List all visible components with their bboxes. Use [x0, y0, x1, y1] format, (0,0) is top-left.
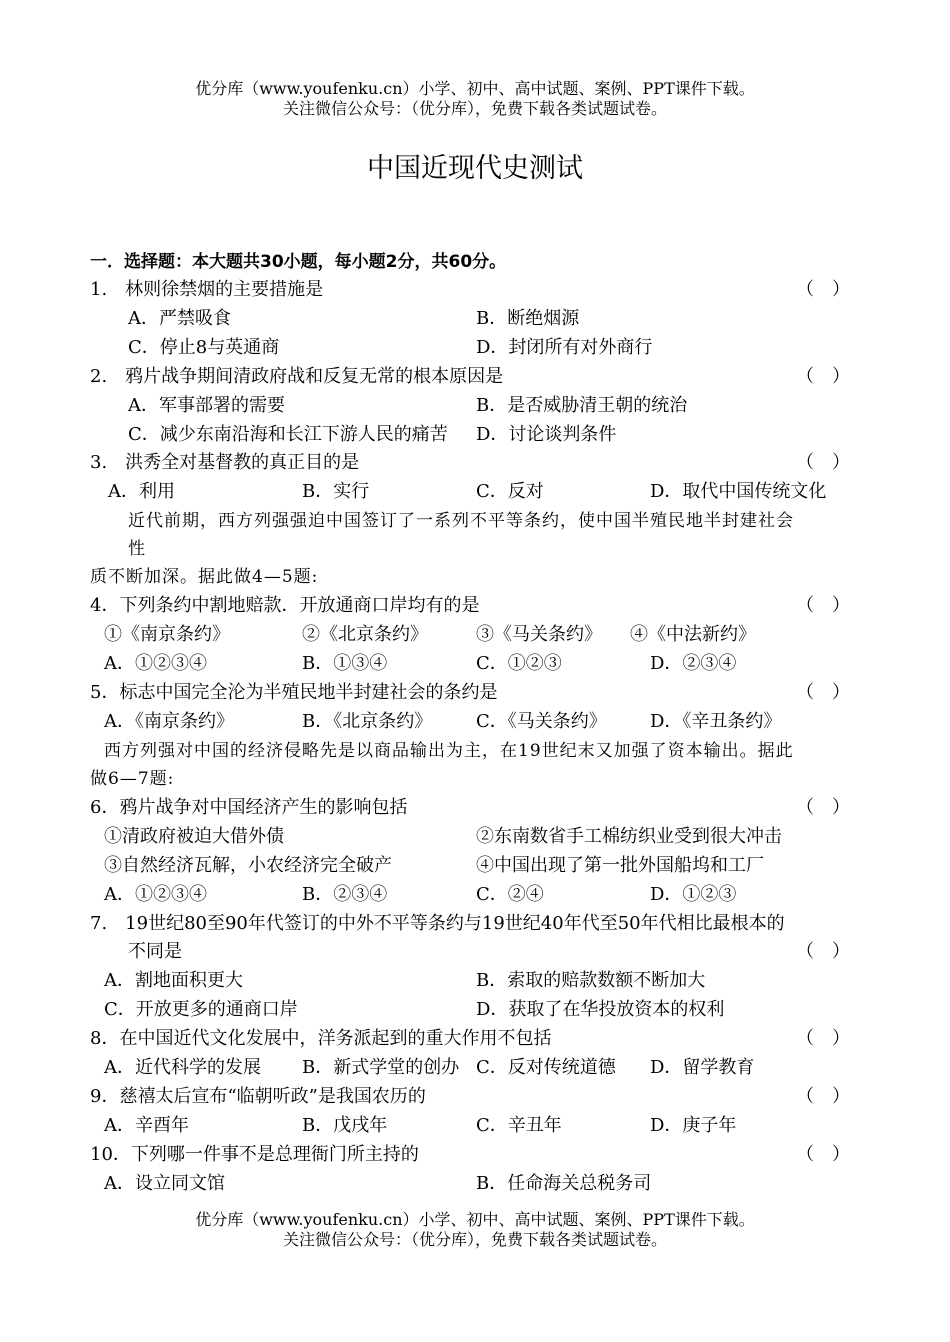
question-4-item-2: ②《北京条约》 [302, 624, 428, 645]
question-6-option-c: C．②④ [476, 884, 544, 905]
question-9-option-a: A．辛酉年 [104, 1115, 189, 1136]
question-6-item-1: ①清政府被迫大借外债 [104, 826, 284, 847]
footer-line-1: 优分库（www.youfenku.cn）小学、初中、高中试题、案例、PPT课件下载。 [195, 1210, 755, 1229]
context-paragraph-1-line-3: 质不断加深。据此做4—5题: [90, 567, 319, 587]
question-8-answer-blank: （ ） [796, 1028, 850, 1049]
header-line-2: 关注微信公众号：（优分库），免费下载各类试题试卷。 [282, 99, 667, 118]
question-5-stem: 5．标志中国完全沦为半殖民地半封建社会的条约是 [90, 682, 498, 703]
question-1-option-b: B．断绝烟源 [476, 308, 580, 329]
question-6-stem: 6．鸦片战争对中国经济产生的影响包括 [90, 797, 408, 818]
question-2-option-a: A．军事部署的需要 [128, 395, 285, 416]
question-6-item-2: ②东南数省手工棉纺织业受到很大冲击 [476, 826, 782, 847]
question-6-option-d: D．①②③ [650, 884, 737, 905]
question-6-answer-blank: （ ） [796, 797, 850, 818]
question-10-answer-blank: （ ） [796, 1144, 850, 1165]
question-6-item-3: ③自然经济瓦解，小农经济完全破产 [104, 855, 392, 876]
question-5-option-b: B．《北京条约》 [302, 711, 433, 732]
question-3-option-a: A．利用 [108, 481, 175, 502]
question-2-stem: 2. 鸦片战争期间清政府战和反复无常的根本原因是 [90, 366, 504, 387]
question-4-option-a: A．①②③④ [104, 653, 207, 674]
question-9-stem: 9．慈禧太后宣布“临朝听政”是我国农历的 [90, 1086, 426, 1107]
question-9-option-d: D．庚子年 [650, 1115, 737, 1136]
question-4-answer-blank: （ ） [796, 595, 850, 616]
question-7-option-a: A．割地面积更大 [104, 970, 243, 991]
question-7-option-d: D．获取了在华投放资本的权利 [476, 999, 725, 1020]
question-4-item-3: ③《马关条约》 [476, 624, 602, 645]
question-4-item-1: ①《南京条约》 [104, 624, 230, 645]
context-paragraph-1-line-1: 近代前期，西方列强强迫中国签订了一系列不平等条约，使中国半殖民地半封建社会 [128, 511, 794, 531]
page-title: 中国近现代史测试 [367, 153, 583, 184]
context-paragraph-2-line-1: 西方列强对中国的经济侵略先是以商品输出为主，在19世纪末又加强了资本输出。据此 [104, 741, 794, 761]
question-1-option-a: A．严禁吸食 [128, 308, 231, 329]
question-8-option-b: B．新式学堂的创办 [302, 1057, 460, 1078]
question-8-option-c: C．反对传统道德 [476, 1057, 616, 1078]
question-9-option-b: B．戊戌年 [302, 1115, 388, 1136]
question-4-option-d: D．②③④ [650, 653, 737, 674]
question-1-stem: 1. 林则徐禁烟的主要措施是 [90, 279, 324, 300]
question-3-stem: 3. 洪秀全对基督教的真正目的是 [90, 452, 360, 473]
question-2-option-b: B．是否威胁清王朝的统治 [476, 395, 688, 416]
question-8-stem: 8．在中国近代文化发展中，洋务派起到的重大作用不包括 [90, 1028, 552, 1049]
question-6-item-4: ④中国出现了第一批外国船坞和工厂 [476, 855, 764, 876]
question-7-answer-blank: （ ） [796, 941, 850, 962]
question-7-option-b: B．索取的赔款数额不断加大 [476, 970, 706, 991]
question-10-stem: 10．下列哪一件事不是总理衙门所主持的 [90, 1144, 419, 1165]
question-6-option-a: A．①②③④ [104, 884, 207, 905]
question-2-option-c: C．减少东南沿海和长江下游人民的痛苦 [128, 424, 448, 445]
question-5-option-a: A．《南京条约》 [104, 711, 234, 732]
question-1-option-d: D．封闭所有对外商行 [476, 337, 653, 358]
context-paragraph-2-line-2: 做6—7题: [90, 769, 175, 789]
question-1-answer-blank: （ ） [796, 279, 850, 300]
question-7-stem-continued: 不同是 [128, 941, 182, 962]
question-1-option-c: C．停止8与英通商 [128, 337, 280, 358]
question-2-option-d: D．讨论谈判条件 [476, 424, 617, 445]
question-5-option-c: C．《马关条约》 [476, 711, 607, 732]
question-7-stem: 7. 19世纪80至90年代签订的中外不平等条约与19世纪40年代至50年代相比最根本的 [90, 913, 785, 934]
question-10-option-b: B．任命海关总税务司 [476, 1173, 652, 1194]
question-3-answer-blank: （ ） [796, 452, 850, 473]
question-4-stem: 4．下列条约中割地赔款．开放通商口岸均有的是 [90, 595, 480, 616]
question-4-item-4: ④《中法新约》 [630, 624, 756, 645]
question-6-option-b: B．②③④ [302, 884, 388, 905]
question-5-answer-blank: （ ） [796, 682, 850, 703]
context-paragraph-1-line-2: 性 [128, 539, 146, 559]
question-4-option-c: C．①②③ [476, 653, 562, 674]
question-3-option-d: D．取代中国传统文化 [650, 481, 827, 502]
question-4-option-b: B．①③④ [302, 653, 388, 674]
question-9-answer-blank: （ ） [796, 1086, 850, 1107]
question-7-option-c: C．开放更多的通商口岸 [104, 999, 298, 1020]
question-5-option-d: D．《辛丑条约》 [650, 711, 782, 732]
question-3-option-b: B．实行 [302, 481, 370, 502]
question-8-option-a: A．近代科学的发展 [104, 1057, 261, 1078]
question-8-option-d: D．留学教育 [650, 1057, 755, 1078]
footer-line-2: 关注微信公众号：（优分库），免费下载各类试题试卷。 [282, 1230, 667, 1249]
question-9-option-c: C．辛丑年 [476, 1115, 562, 1136]
question-10-option-a: A．设立同文馆 [104, 1173, 225, 1194]
question-3-option-c: C．反对 [476, 481, 544, 502]
question-2-answer-blank: （ ） [796, 366, 850, 387]
header-line-1: 优分库（www.youfenku.cn）小学、初中、高中试题、案例、PPT课件下载。 [195, 79, 755, 98]
section-heading: 一．选择题：本大题共30小题，每小题2分，共60分。 [90, 252, 507, 272]
